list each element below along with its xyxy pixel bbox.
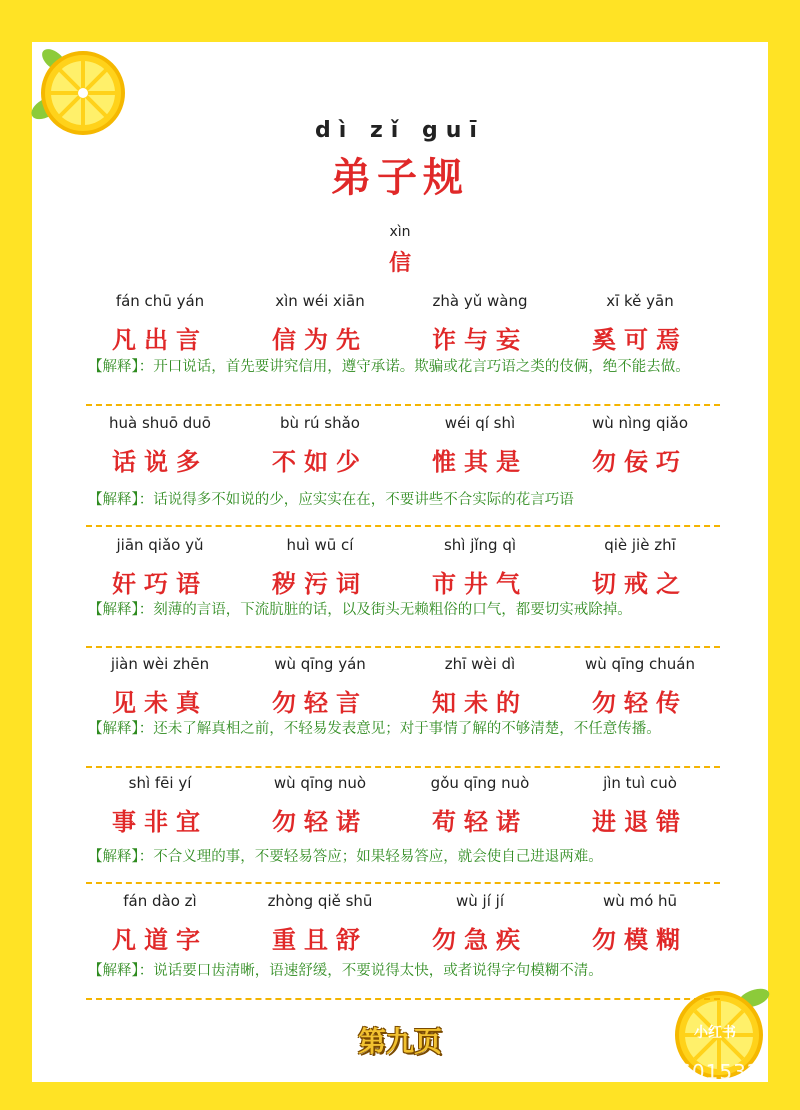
explanation bbox=[88, 847, 718, 867]
verse-pinyin: huà shuō duō bbox=[109, 414, 211, 432]
verse-chars: 苟轻诺 bbox=[432, 808, 528, 836]
explanation-tag: 【解释】 bbox=[88, 359, 139, 375]
explanation-text: ：还未了解真相之前，不轻易发表意见；对于事情了解的不够清楚，不任意传播。 bbox=[138, 721, 661, 737]
explanation-text: ：刻薄的言语，下流肮脏的话，以及街头无赖粗俗的口气，都要切实戒除掉。 bbox=[138, 602, 632, 618]
verse-pinyin: jiàn wèi zhēn bbox=[110, 655, 210, 673]
explanation-text: ：说话要口齿清晰，语速舒缓，不要说得太快，或者说得字句模糊不清。 bbox=[138, 963, 603, 979]
verse-chars: 话说多 bbox=[112, 448, 208, 476]
explanation-text: ：话说得多不如说的少，应实实在在，不要讲些不合实际的花言巧语 bbox=[138, 492, 574, 508]
section-pinyin: xìn bbox=[389, 224, 411, 240]
verse-block bbox=[80, 536, 720, 600]
verse-pinyin: wù mó hū bbox=[602, 892, 678, 910]
watermark: 小红书号：776601532 bbox=[532, 1060, 761, 1084]
frame-line-top bbox=[640, 22, 780, 26]
verse-pinyin: wù qīng nuò bbox=[273, 774, 367, 792]
verse-chars: 勿轻传 bbox=[592, 689, 688, 717]
explanation-tag: 【解释】 bbox=[88, 492, 139, 508]
dashed-divider bbox=[86, 766, 720, 768]
verse-pinyin: xī kě yān bbox=[606, 292, 674, 310]
page-number: 第九页 bbox=[357, 1025, 442, 1058]
verse-pinyin: wéi qí shì bbox=[444, 414, 516, 432]
verse-chars: 勿佞巧 bbox=[592, 448, 688, 476]
verse-chars: 知未的 bbox=[432, 689, 528, 717]
explanation-text: ：开口说话，首先要讲究信用，遵守承诺。欺骗或花言巧语之类的伎俩，绝不能去做。 bbox=[138, 359, 690, 375]
verse-chars: 勿轻言 bbox=[272, 689, 368, 717]
verse-chars: 切戒之 bbox=[592, 570, 688, 598]
logo-text: 小红书 bbox=[694, 1025, 736, 1041]
verse-chars: 进退错 bbox=[592, 808, 688, 836]
verse-pinyin: zhà yǔ wàng bbox=[432, 292, 528, 310]
verse-block bbox=[80, 414, 720, 478]
verse-chars: 信为先 bbox=[272, 326, 368, 354]
verse-pinyin: fán dào zì bbox=[123, 892, 197, 910]
verse-pinyin: gǒu qīng nuò bbox=[430, 774, 530, 792]
dashed-divider bbox=[86, 882, 720, 884]
title-pinyin: dì zǐ guī bbox=[315, 118, 485, 143]
verse-pinyin: huì wū cí bbox=[286, 536, 354, 554]
verse-chars: 凡道字 bbox=[112, 926, 208, 954]
explanation-text: ：不合义理的事，不要轻易答应；如果轻易答应，就会使自己进退两难。 bbox=[138, 849, 603, 865]
verse-pinyin: wù nìng qiǎo bbox=[591, 414, 689, 432]
verse-pinyin: jìn tuì cuò bbox=[603, 774, 677, 792]
verse-chars: 秽污词 bbox=[272, 570, 368, 598]
verse-chars: 重且舒 bbox=[272, 926, 368, 954]
verse-pinyin: wù qīng chuán bbox=[585, 655, 695, 673]
section-title: 信 bbox=[388, 251, 411, 276]
explanation-tag: 【解释】 bbox=[88, 602, 139, 618]
frame-line-bottom bbox=[16, 1088, 176, 1092]
verse-block bbox=[80, 655, 720, 719]
explanation bbox=[88, 357, 718, 377]
explanation bbox=[88, 961, 718, 981]
verse-chars: 诈与妄 bbox=[432, 326, 528, 354]
verse-pinyin: wù jí jí bbox=[456, 892, 504, 910]
verse-chars: 惟其是 bbox=[432, 448, 528, 476]
verse-pinyin: zhī wèi dì bbox=[444, 655, 516, 673]
dashed-divider bbox=[86, 998, 720, 1000]
explanation-tag: 【解释】 bbox=[88, 721, 139, 737]
verse-pinyin: fán chū yán bbox=[115, 292, 205, 310]
explanation bbox=[88, 600, 718, 620]
frame-line-left bbox=[16, 900, 20, 1090]
verse-block bbox=[80, 292, 720, 356]
verse-pinyin: jiān qiǎo yǔ bbox=[116, 536, 204, 554]
verse-chars: 勿模糊 bbox=[592, 926, 688, 954]
explanation bbox=[88, 719, 718, 739]
dashed-divider bbox=[86, 404, 720, 406]
verse-chars: 勿急疾 bbox=[432, 926, 528, 954]
verse-chars: 不如少 bbox=[272, 448, 368, 476]
verse-block bbox=[80, 774, 720, 838]
verse-chars: 奸巧语 bbox=[112, 570, 208, 598]
verse-chars: 事非宜 bbox=[112, 808, 208, 836]
verse-pinyin: zhòng qiě shū bbox=[267, 892, 373, 910]
verse-pinyin: xìn wéi xiān bbox=[275, 292, 365, 310]
explanation-tag: 【解释】 bbox=[88, 963, 139, 979]
verse-block bbox=[80, 892, 720, 956]
verse-chars: 勿轻诺 bbox=[272, 808, 368, 836]
verse-chars: 见未真 bbox=[112, 689, 208, 717]
dashed-divider bbox=[86, 646, 720, 648]
verse-pinyin: qiè jiè zhī bbox=[604, 536, 676, 554]
explanation-tag: 【解释】 bbox=[88, 849, 139, 865]
verse-pinyin: shì jǐng qì bbox=[443, 536, 517, 554]
verse-pinyin: shì fēi yí bbox=[128, 774, 192, 792]
explanation bbox=[88, 490, 718, 510]
verse-pinyin: wù qīng yán bbox=[274, 655, 366, 673]
verse-chars: 市井气 bbox=[432, 570, 528, 598]
verse-chars: 奚可焉 bbox=[592, 326, 688, 354]
verse-chars: 凡出言 bbox=[112, 326, 208, 354]
page-title: 弟子规 bbox=[331, 155, 469, 201]
dashed-divider bbox=[86, 525, 720, 527]
verse-pinyin: bù rú shǎo bbox=[280, 414, 360, 432]
